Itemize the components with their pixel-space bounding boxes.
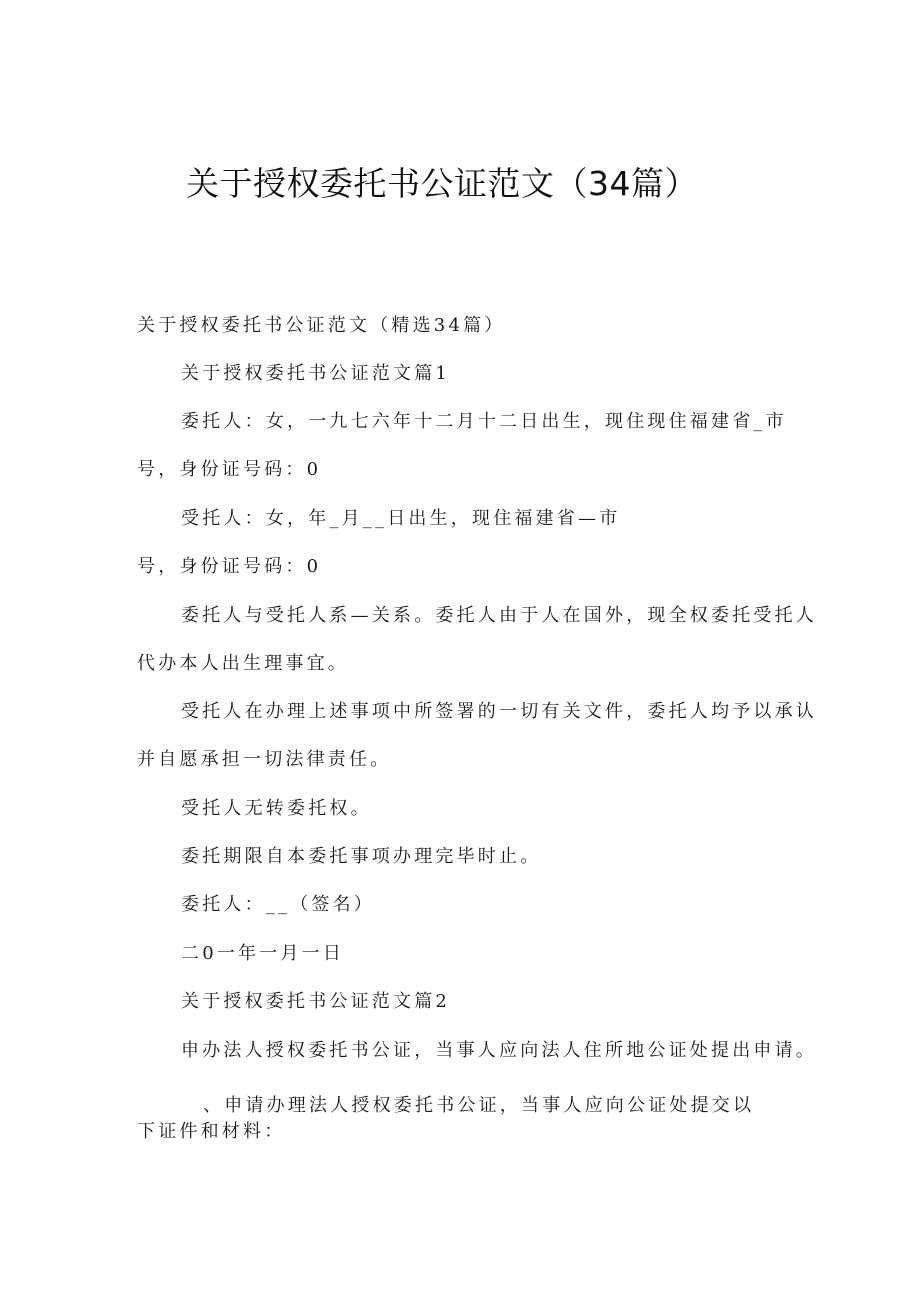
paragraph-line: 号，身份证号码：0 (137, 459, 322, 480)
paragraph-line: 受托人无转委托权。 (181, 798, 372, 819)
paragraph-line: 受托人在办理上述事项中所签署的一切有关文件，委托人均予以承认 (181, 701, 817, 722)
section-heading-1: 关于授权委托书公证范文篇1 (181, 363, 451, 384)
paragraph-line: 委托人与受托人系—关系。委托人由于人在国外，现全权委托受托人 (181, 605, 817, 626)
paragraph-line: 委托人：女，一九七六年十二月十二日出生，现住现住福建省_市 (181, 411, 787, 432)
paragraph-line: 下证件和材料： (137, 1121, 286, 1142)
paragraph-line: 并自愿承担一切法律责任。 (137, 749, 392, 770)
document-title: 关于授权委托书公证范文（34篇） (186, 164, 698, 203)
paragraph-line: 、申请办理法人授权委托书公证，当事人应向公证处提交以 (203, 1095, 755, 1116)
signature-line: 委托人：__（签名） (181, 894, 375, 915)
paragraph-line: 代办本人出生理事宜。 (137, 653, 349, 674)
paragraph-line: 申办法人授权委托书公证，当事人应向法人住所地公证处提出申请。 (181, 1040, 817, 1061)
paragraph-line: 委托期限自本委托事项办理完毕时止。 (181, 846, 542, 867)
paragraph-line: 受托人：女，年_月__日出生，现住福建省—市 (181, 508, 621, 529)
doc-heading-line: 关于授权委托书公证范文（精选34篇） (137, 315, 506, 336)
date-line: 二0一年一月一日 (181, 943, 345, 964)
paragraph-line: 号，身份证号码：0 (137, 556, 322, 577)
section-heading-2: 关于授权委托书公证范文篇2 (181, 991, 451, 1012)
